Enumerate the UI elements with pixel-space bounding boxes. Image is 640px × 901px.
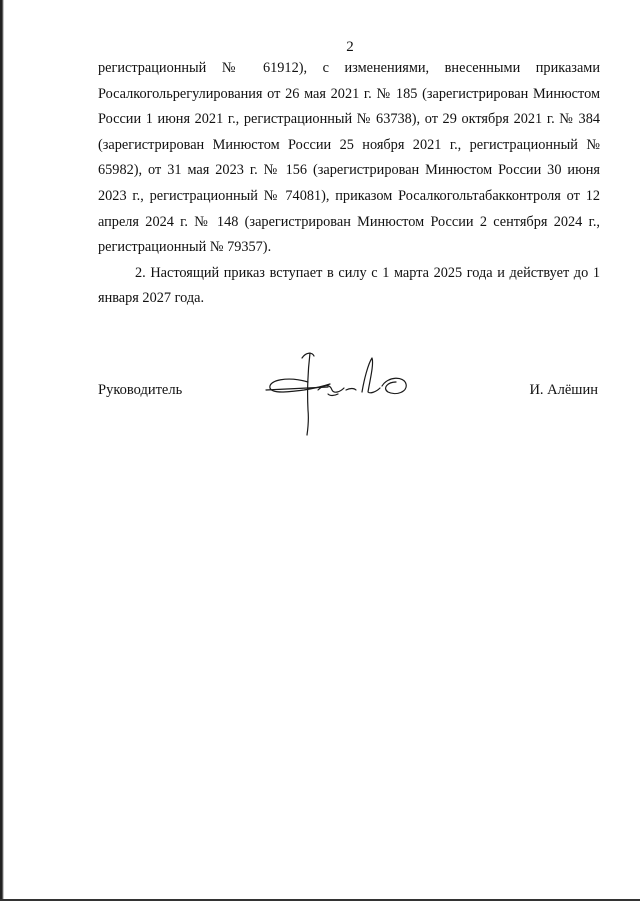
- page-number: 2: [346, 39, 354, 55]
- paragraph-2: 2. Настоящий приказ вступает в силу с 1 марта 2025 года и действует до 1 января 2027 года.: [98, 264, 600, 307]
- document-body: [98, 56, 600, 312]
- signer-position: Руководитель: [98, 382, 183, 398]
- scan-edge-left: [0, 0, 4, 901]
- paragraph-continuation: регистрационный № 61912), с изменениями, внесенными приказами Росалкогольрегулирования от 26 мая 2021 г. № 185 (зарегистрирован Минюстом России 1 июня 2021 г., регистрационный № 63738), от 29 октября 2021 г. № 384 (зарегистрирован Минюстом России 25 ноября 2021 г., регистрационный № 65982), от 31 мая 2023 г. № 156 (зарегистрирован Минюстом России 30 июня 2023 г., регистрационный № 74081), приказом Росалкогольтабакконтроля от 12 апреля 2024 г. № 148 (зарегистрирован Минюстом России 2 сентября 2024 г., регистрационный № 79357).: [98, 60, 600, 256]
- signer-name: И. Алёшин: [529, 382, 598, 398]
- handwritten-signature: [258, 350, 418, 440]
